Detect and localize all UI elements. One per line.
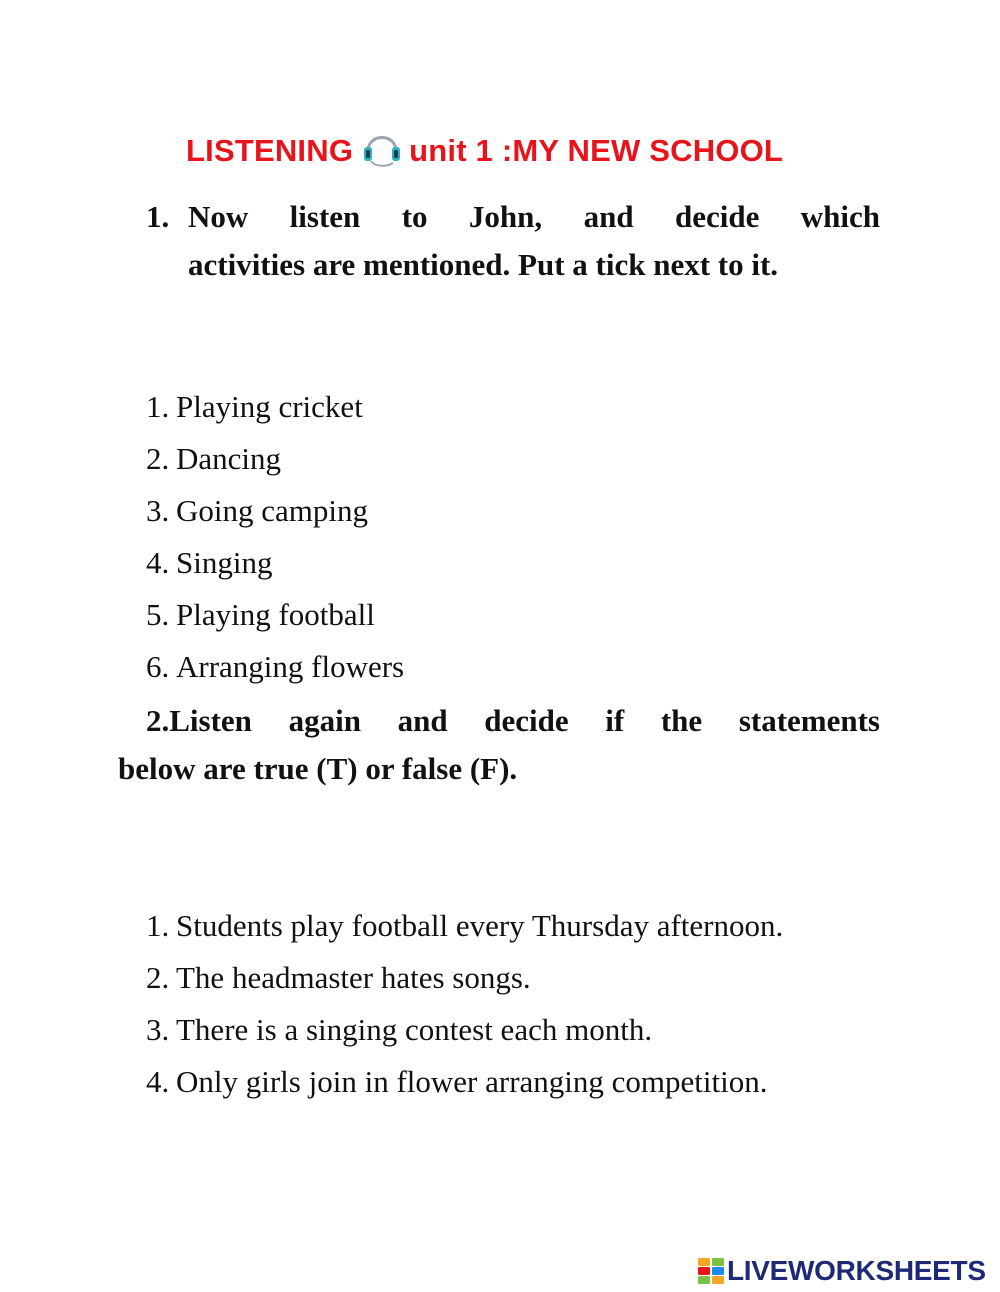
exercise-1-line-1: Now listen to John, and decide which <box>188 199 880 234</box>
exercise-2-line-2: below are true (T) or false (F). <box>118 751 518 786</box>
exercise-2-instruction <box>118 697 880 793</box>
list-item <box>146 381 404 433</box>
exercise-2-number: 2. <box>146 703 170 738</box>
exercise-1-instruction <box>146 193 880 289</box>
list-item <box>146 537 404 589</box>
activity-list <box>146 381 404 693</box>
item-text: Students play football every Thursday afternoon. <box>176 908 784 943</box>
item-number: 4. <box>146 545 170 580</box>
brand-name: LIVEWORKSHEETS <box>727 1255 986 1286</box>
item-text: Playing football <box>176 597 375 632</box>
list-item <box>146 1056 783 1108</box>
title-unit: unit 1 :MY NEW SCHOOL <box>409 133 784 168</box>
item-number: 4. <box>146 1064 170 1099</box>
page-title <box>186 126 826 176</box>
list-item <box>146 952 783 1004</box>
list-item <box>146 1004 783 1056</box>
item-number: 2. <box>146 441 170 476</box>
item-number: 5. <box>146 597 170 632</box>
list-item <box>146 485 404 537</box>
item-text: There is a singing contest each month. <box>176 1012 653 1047</box>
liveworksheets-brand[interactable] <box>698 1254 986 1288</box>
item-text: Playing cricket <box>176 389 363 424</box>
item-number: 3. <box>146 493 170 528</box>
item-text: Singing <box>176 545 273 580</box>
list-item <box>146 589 404 641</box>
item-text: Only girls join in flower arranging competition. <box>176 1064 768 1099</box>
headphones-icon <box>359 123 405 167</box>
item-number: 2. <box>146 960 170 995</box>
exercise-1-line-2: activities are mentioned. Put a tick next to it. <box>188 247 779 282</box>
statement-list <box>146 900 783 1108</box>
list-item <box>146 433 404 485</box>
item-text: The headmaster hates songs. <box>176 960 531 995</box>
list-item <box>146 641 404 693</box>
exercise-1-number: 1. <box>146 199 170 234</box>
title-listening: LISTENING <box>186 133 354 168</box>
liveworksheets-logo-icon <box>698 1257 724 1285</box>
item-text: Arranging flowers <box>176 649 405 684</box>
item-text: Going camping <box>176 493 368 528</box>
exercise-2-line-1 <box>118 697 880 745</box>
exercise-2-line-1-text: Listen again and decide if the statements <box>169 703 880 738</box>
list-item <box>146 900 783 952</box>
item-number: 1. <box>146 908 170 943</box>
item-number: 6. <box>146 649 170 684</box>
item-number: 3. <box>146 1012 170 1047</box>
item-number: 1. <box>146 389 170 424</box>
item-text: Dancing <box>176 441 282 476</box>
